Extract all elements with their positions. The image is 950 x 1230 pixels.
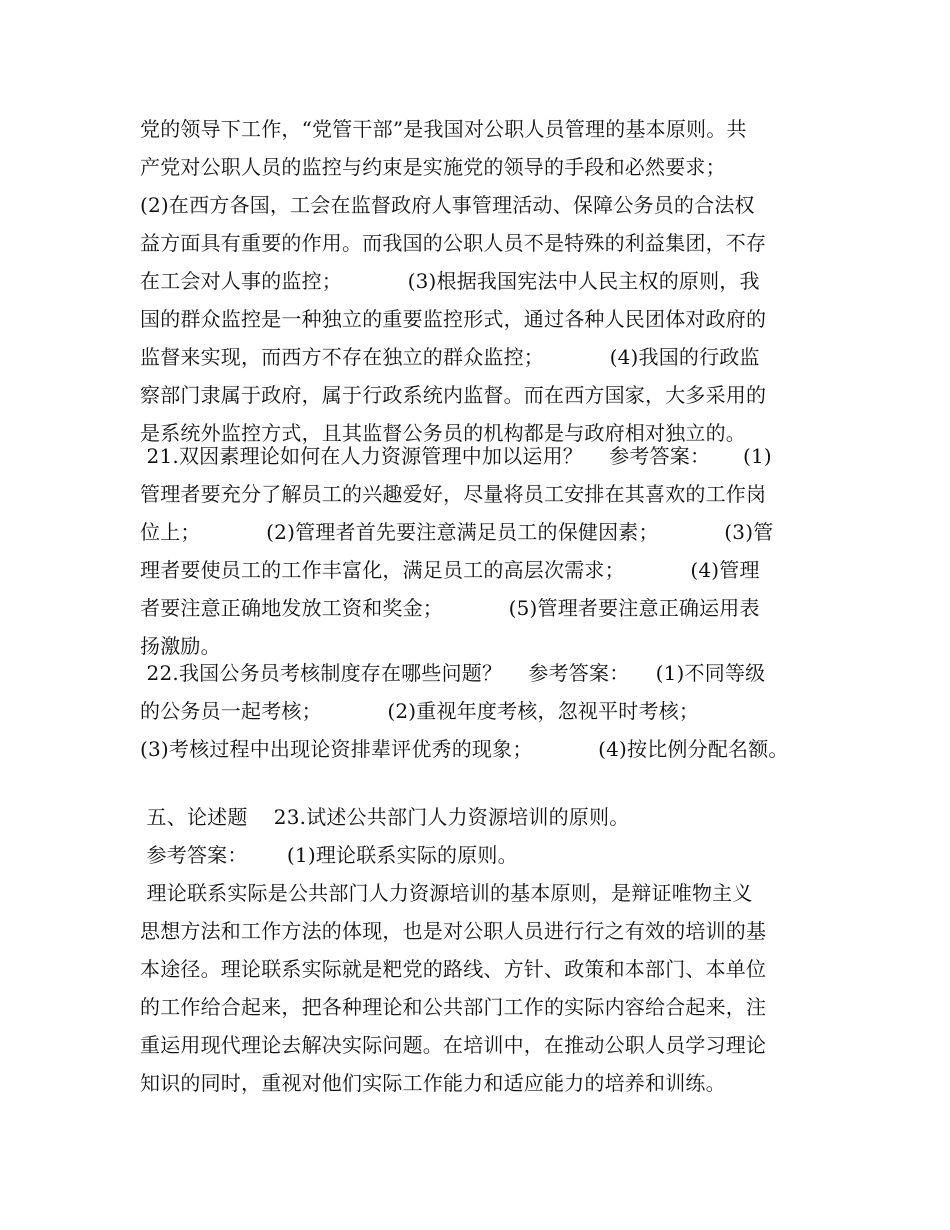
text-line: 扬激励。: [140, 634, 221, 658]
text-line: 察部门隶属于政府，属于行政系统内监督。而在西方国家，大多采用的: [140, 383, 767, 407]
text-line: 监督来实现，而西方不存在独立的群众监控； (4)我国的行政监: [140, 345, 760, 369]
text-line: 党的领导下工作，“党管干部”是我国对公职人员管理的基本原则。共: [140, 117, 747, 141]
text-line: 重运用现代理论去解决实际问题。在培训中，在推动公职人员学习理论: [140, 1033, 767, 1057]
section-heading: 五、论述题 23.试述公共部门人力资源培训的原则。: [140, 805, 630, 829]
text-line: (3)考核过程中出现论资排辈评优秀的现象； (4)按比例分配名额。: [140, 737, 789, 761]
text-line: 在工会对人事的监控； (3)根据我国宪法中人民主权的原则，我: [140, 269, 760, 293]
question-21: 21.双因素理论如何在人力资源管理中加以运用？ 参考答案： (1): [140, 444, 772, 468]
answer-label: 参考答案： (1)理论联系实际的原则。: [140, 843, 518, 867]
text-line: 是系统外监控方式，且其监督公务员的机构都是与政府相对独立的。: [140, 421, 746, 445]
text-line: 益方面具有重要的作用。而我国的公职人员不是特殊的利益集团，不存: [140, 231, 767, 255]
text-line: 管理者要充分了解员工的兴趣爱好，尽量将员工安排在其喜欢的工作岗: [140, 482, 767, 506]
text-line: 者要注意正确地发放工资和奖金； (5)管理者要注意正确运用表: [140, 596, 760, 620]
text-line: 国的群众监控是一种独立的重要监控形式，通过各种人民团体对政府的: [140, 307, 767, 331]
text-line: 理者要使员工的工作丰富化，满足员工的高层次需求； (4)管理: [140, 558, 760, 582]
text-line: 产党对公职人员的监控与约束是实施党的领导的手段和必然要求；: [140, 155, 726, 179]
text-line: 知识的同时，重视对他们实际工作能力和适应能力的培养和训练。: [140, 1071, 726, 1095]
text-line: 思想方法和工作方法的体现，也是对公职人员进行行之有效的培训的基: [140, 919, 767, 943]
text-line: 理论联系实际是公共部门人力资源培训的基本原则，是辩证唯物主义: [140, 881, 753, 905]
text-line: 的公务员一起考核； (2)重视年度考核，忽视平时考核；: [140, 699, 700, 723]
text-line: 本途径。理论联系实际就是粑党的路线、方针、政策和本部门、本单位: [140, 957, 767, 981]
text-line: (2)在西方各国，工会在监督政府人事管理活动、保障公务员的合法权: [140, 193, 755, 217]
question-22: 22.我国公务员考核制度存在哪些问题？ 参考答案： (1)不同等级: [140, 661, 766, 685]
text-line: 的工作给合起来，把各种理论和公共部门工作的实际内容给合起来，注: [140, 995, 767, 1019]
text-line: 位上； (2)管理者首先要注意满足员工的保健因素； (3)管: [140, 520, 774, 544]
